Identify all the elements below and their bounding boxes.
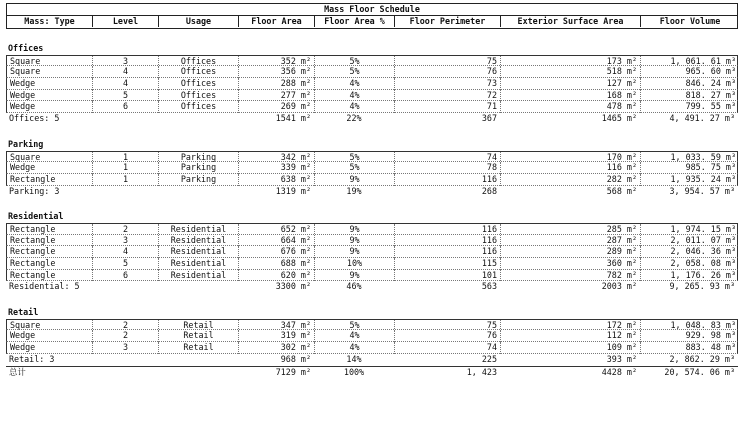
cell-level[interactable]: 3 bbox=[93, 56, 159, 68]
subtotal-floor-perimeter: 268 bbox=[481, 185, 497, 196]
schedule-title-row bbox=[6, 3, 738, 16]
table-row[interactable] bbox=[6, 223, 738, 235]
cell-floor-volume[interactable]: 1, 176. 26 m³ bbox=[670, 269, 736, 280]
cell-floor-perimeter[interactable]: 71 bbox=[395, 101, 501, 113]
cell-floor-perimeter[interactable]: 101 bbox=[395, 270, 501, 282]
cell-mass-type[interactable]: Rectangle bbox=[7, 235, 93, 247]
cell-exterior-surface-area[interactable]: 168 m² bbox=[501, 90, 641, 102]
cell-floor-perimeter[interactable]: 116 bbox=[395, 235, 501, 247]
cell-exterior-surface-area[interactable]: 109 m² bbox=[501, 342, 641, 354]
group-spacer bbox=[6, 29, 738, 43]
table-row[interactable] bbox=[6, 162, 738, 174]
subtotal-floor-area-pct: 14% bbox=[346, 353, 362, 364]
cell-usage[interactable]: Parking bbox=[159, 162, 239, 174]
cell-floor-perimeter[interactable]: 76 bbox=[395, 330, 501, 342]
cell-exterior-surface-area[interactable]: 173 m² bbox=[501, 56, 641, 68]
subtotal-label: Parking: 3 bbox=[9, 185, 60, 196]
grand-total-exterior-surface-area: 4428 m² bbox=[601, 366, 637, 377]
subtotal-floor-area: 1319 m² bbox=[275, 185, 311, 196]
table-row[interactable] bbox=[6, 246, 738, 258]
group-subtotal-row bbox=[6, 281, 738, 293]
column-header-floor-area[interactable]: Floor Area bbox=[239, 16, 315, 27]
column-header-usage[interactable]: Usage bbox=[159, 16, 239, 27]
cell-floor-area-pct[interactable]: 4% bbox=[315, 101, 395, 113]
group-name: Residential bbox=[8, 211, 64, 222]
cell-exterior-surface-area[interactable]: 112 m² bbox=[501, 330, 641, 342]
cell-usage[interactable]: Offices bbox=[159, 66, 239, 78]
cell-floor-area-pct[interactable]: 5% bbox=[315, 66, 395, 78]
cell-level[interactable]: 2 bbox=[93, 320, 159, 332]
subtotal-floor-area-pct: 22% bbox=[346, 113, 362, 124]
table-row[interactable] bbox=[6, 55, 738, 67]
cell-floor-volume[interactable]: 883. 48 m³ bbox=[685, 342, 736, 353]
subtotal-floor-perimeter: 225 bbox=[481, 353, 497, 364]
cell-floor-area[interactable]: 339 m² bbox=[239, 162, 315, 174]
schedule-body bbox=[6, 29, 738, 366]
cell-mass-type[interactable]: Square bbox=[7, 66, 93, 78]
cell-floor-volume[interactable]: 1, 935. 24 m³ bbox=[670, 173, 736, 184]
table-row[interactable] bbox=[6, 235, 738, 247]
cell-floor-perimeter[interactable]: 115 bbox=[395, 258, 501, 270]
cell-mass-type[interactable]: Wedge bbox=[7, 162, 93, 174]
cell-floor-perimeter[interactable]: 72 bbox=[395, 90, 501, 102]
table-row[interactable] bbox=[6, 90, 738, 102]
cell-floor-perimeter[interactable]: 75 bbox=[395, 320, 501, 332]
cell-exterior-surface-area[interactable]: 127 m² bbox=[501, 78, 641, 90]
cell-floor-volume[interactable]: 2, 046. 36 m³ bbox=[670, 246, 736, 257]
cell-usage[interactable]: Residential bbox=[159, 270, 239, 282]
subtotal-label: Offices: 5 bbox=[9, 113, 60, 124]
group-subtotal-row bbox=[6, 354, 738, 366]
mass-floor-schedule bbox=[6, 3, 738, 378]
cell-exterior-surface-area[interactable]: 172 m² bbox=[501, 320, 641, 332]
cell-floor-volume[interactable]: 1, 033. 59 m³ bbox=[670, 151, 736, 162]
cell-floor-volume[interactable]: 985. 75 m³ bbox=[685, 162, 736, 173]
cell-floor-area[interactable]: 676 m² bbox=[239, 246, 315, 258]
column-header-floor-area-pct[interactable]: Floor Area % bbox=[315, 16, 395, 27]
cell-floor-area[interactable]: 688 m² bbox=[239, 258, 315, 270]
cell-level[interactable]: 2 bbox=[93, 224, 159, 236]
subtotal-floor-volume: 9, 265. 93 m³ bbox=[669, 281, 735, 292]
cell-usage[interactable]: Offices bbox=[159, 90, 239, 102]
cell-usage[interactable]: Parking bbox=[159, 174, 239, 186]
cell-floor-volume[interactable]: 1, 048. 83 m³ bbox=[670, 319, 736, 330]
cell-mass-type[interactable]: Rectangle bbox=[7, 270, 93, 282]
cell-floor-area[interactable]: 356 m² bbox=[239, 66, 315, 78]
grand-total-floor-area: 7129 m² bbox=[275, 366, 311, 377]
subtotal-label: Residential: 5 bbox=[9, 281, 80, 292]
cell-floor-area-pct[interactable]: 10% bbox=[315, 258, 395, 270]
cell-floor-volume[interactable]: 2, 058. 08 m³ bbox=[670, 258, 736, 268]
group-name: Parking bbox=[8, 138, 44, 149]
cell-exterior-surface-area[interactable]: 282 m² bbox=[501, 174, 641, 186]
cell-usage[interactable]: Offices bbox=[159, 101, 239, 113]
cell-usage[interactable]: Retail bbox=[159, 330, 239, 342]
table-row[interactable] bbox=[6, 258, 738, 270]
cell-usage[interactable]: Residential bbox=[159, 246, 239, 258]
subtotal-exterior-surface-area: 393 m² bbox=[606, 353, 637, 364]
cell-level[interactable]: 3 bbox=[93, 342, 159, 354]
cell-level[interactable]: 2 bbox=[93, 330, 159, 342]
grand-total-row bbox=[6, 366, 738, 379]
column-header-row bbox=[6, 16, 738, 29]
cell-mass-type[interactable]: Square bbox=[7, 56, 93, 68]
cell-floor-perimeter[interactable]: 116 bbox=[395, 174, 501, 186]
group-name: Offices bbox=[8, 43, 44, 53]
grand-total-label: 总计 bbox=[9, 366, 26, 377]
column-header-level[interactable]: Level bbox=[93, 16, 159, 27]
cell-level[interactable]: 4 bbox=[93, 246, 159, 258]
cell-floor-area[interactable]: 620 m² bbox=[239, 270, 315, 282]
cell-floor-perimeter[interactable]: 76 bbox=[395, 66, 501, 78]
cell-floor-volume[interactable]: 818. 27 m³ bbox=[685, 89, 736, 100]
column-header-floor-volume[interactable]: Floor Volume bbox=[659, 16, 721, 26]
cell-exterior-surface-area[interactable]: 360 m² bbox=[501, 258, 641, 270]
cell-floor-area-pct[interactable]: 4% bbox=[315, 330, 395, 342]
group-subtotal-row bbox=[6, 186, 738, 198]
cell-mass-type[interactable]: Rectangle bbox=[7, 224, 93, 236]
cell-floor-area-pct[interactable]: 9% bbox=[315, 224, 395, 236]
cell-mass-type[interactable]: Wedge bbox=[7, 330, 93, 342]
cell-floor-volume[interactable]: 1, 061. 61 m³ bbox=[670, 55, 736, 66]
cell-mass-type[interactable]: Square bbox=[7, 152, 93, 164]
cell-usage[interactable]: Residential bbox=[159, 258, 239, 270]
cell-floor-area-pct[interactable]: 9% bbox=[315, 246, 395, 258]
column-header-exterior-surface-area[interactable]: Exterior Surface Area bbox=[501, 16, 641, 27]
subtotal-floor-perimeter: 563 bbox=[481, 281, 497, 292]
group-spacer bbox=[6, 197, 738, 211]
cell-level[interactable]: 4 bbox=[93, 66, 159, 78]
group-header-row bbox=[6, 43, 738, 55]
subtotal-label: Retail: 3 bbox=[9, 353, 55, 364]
cell-floor-area-pct[interactable]: 4% bbox=[315, 90, 395, 102]
cell-floor-area-pct[interactable]: 5% bbox=[315, 56, 395, 68]
subtotal-floor-volume: 3, 954. 57 m³ bbox=[669, 185, 735, 196]
cell-usage[interactable]: Parking bbox=[159, 152, 239, 164]
cell-usage[interactable]: Offices bbox=[159, 78, 239, 90]
cell-floor-volume[interactable]: 846. 24 m³ bbox=[685, 78, 736, 89]
cell-floor-volume[interactable]: 929. 98 m³ bbox=[685, 330, 736, 341]
cell-mass-type[interactable]: Square bbox=[7, 320, 93, 332]
group-header-row bbox=[6, 139, 738, 151]
cell-level[interactable]: 6 bbox=[93, 101, 159, 113]
cell-floor-volume[interactable]: 965. 60 m³ bbox=[685, 66, 736, 77]
cell-floor-area-pct[interactable]: 9% bbox=[315, 235, 395, 247]
cell-level[interactable]: 5 bbox=[93, 258, 159, 270]
subtotal-exterior-surface-area: 2003 m² bbox=[601, 281, 637, 292]
cell-level[interactable]: 5 bbox=[93, 90, 159, 102]
cell-floor-area[interactable]: 277 m² bbox=[239, 90, 315, 102]
cell-usage[interactable]: Retail bbox=[159, 320, 239, 332]
cell-level[interactable]: 6 bbox=[93, 270, 159, 282]
cell-level[interactable]: 1 bbox=[93, 162, 159, 174]
cell-usage[interactable]: Residential bbox=[159, 235, 239, 247]
subtotal-floor-area: 3300 m² bbox=[275, 281, 311, 292]
subtotal-floor-area-pct: 19% bbox=[346, 185, 362, 196]
subtotal-floor-area-pct: 46% bbox=[346, 281, 362, 292]
column-header-floor-perimeter[interactable]: Floor Perimeter bbox=[395, 16, 501, 27]
cell-floor-area[interactable]: 652 m² bbox=[239, 224, 315, 236]
subtotal-floor-volume: 2, 862. 29 m³ bbox=[669, 353, 735, 364]
cell-exterior-surface-area[interactable]: 478 m² bbox=[501, 101, 641, 113]
table-row[interactable] bbox=[6, 319, 738, 331]
cell-floor-volume[interactable]: 2, 011. 07 m³ bbox=[670, 234, 736, 245]
column-header-mass-type[interactable]: Mass: Type bbox=[7, 16, 93, 27]
table-row[interactable] bbox=[6, 151, 738, 163]
group-spacer bbox=[6, 125, 738, 139]
schedule-title: Mass Floor Schedule bbox=[324, 4, 420, 14]
cell-floor-area[interactable]: 319 m² bbox=[239, 330, 315, 342]
cell-exterior-surface-area[interactable]: 170 m² bbox=[501, 152, 641, 164]
group-name: Retail bbox=[8, 307, 39, 318]
cell-exterior-surface-area[interactable]: 518 m² bbox=[501, 66, 641, 78]
cell-exterior-surface-area[interactable]: 287 m² bbox=[501, 235, 641, 247]
cell-floor-perimeter[interactable]: 75 bbox=[395, 56, 501, 68]
subtotal-exterior-surface-area: 568 m² bbox=[606, 185, 637, 196]
cell-floor-perimeter[interactable]: 116 bbox=[395, 246, 501, 258]
cell-floor-area[interactable]: 288 m² bbox=[239, 78, 315, 90]
cell-level[interactable]: 4 bbox=[93, 78, 159, 90]
cell-floor-area[interactable]: 342 m² bbox=[239, 152, 315, 164]
table-row[interactable] bbox=[6, 78, 738, 90]
group-header-row bbox=[6, 211, 738, 223]
cell-floor-area-pct[interactable]: 5% bbox=[315, 152, 395, 164]
cell-floor-perimeter[interactable]: 73 bbox=[395, 78, 501, 90]
subtotal-floor-area: 968 m² bbox=[280, 353, 311, 364]
cell-exterior-surface-area[interactable]: 289 m² bbox=[501, 246, 641, 258]
cell-mass-type[interactable]: Wedge bbox=[7, 90, 93, 102]
cell-floor-area-pct[interactable]: 9% bbox=[315, 270, 395, 282]
group-subtotal-row bbox=[6, 113, 738, 125]
cell-floor-volume[interactable]: 1, 974. 15 m³ bbox=[670, 223, 736, 234]
grand-total-floor-perimeter: 1, 423 bbox=[466, 366, 497, 377]
cell-usage[interactable]: Residential bbox=[159, 224, 239, 236]
table-row[interactable] bbox=[6, 66, 738, 78]
grand-total-floor-volume: 20, 574. 06 m³ bbox=[664, 366, 735, 377]
cell-mass-type[interactable]: Rectangle bbox=[7, 246, 93, 258]
cell-exterior-surface-area[interactable]: 116 m² bbox=[501, 162, 641, 174]
table-row[interactable] bbox=[6, 342, 738, 354]
subtotal-floor-volume: 4, 491. 27 m³ bbox=[669, 113, 735, 124]
subtotal-exterior-surface-area: 1465 m² bbox=[601, 113, 637, 124]
cell-floor-perimeter[interactable]: 74 bbox=[395, 152, 501, 164]
cell-usage[interactable]: Retail bbox=[159, 342, 239, 354]
cell-mass-type[interactable]: Wedge bbox=[7, 342, 93, 354]
cell-mass-type[interactable]: Wedge bbox=[7, 78, 93, 90]
cell-exterior-surface-area[interactable]: 782 m² bbox=[501, 270, 641, 282]
table-row[interactable] bbox=[6, 270, 738, 282]
cell-floor-area-pct[interactable]: 4% bbox=[315, 78, 395, 90]
cell-floor-area[interactable]: 269 m² bbox=[239, 101, 315, 113]
subtotal-floor-perimeter: 367 bbox=[481, 113, 497, 124]
cell-usage[interactable]: Offices bbox=[159, 56, 239, 68]
cell-floor-area-pct[interactable]: 5% bbox=[315, 162, 395, 174]
cell-exterior-surface-area[interactable]: 285 m² bbox=[501, 224, 641, 236]
cell-floor-perimeter[interactable]: 116 bbox=[395, 224, 501, 236]
table-row[interactable] bbox=[6, 174, 738, 186]
cell-mass-type[interactable]: Rectangle bbox=[7, 258, 93, 270]
cell-floor-area-pct[interactable]: 5% bbox=[315, 320, 395, 332]
group-spacer bbox=[6, 293, 738, 307]
cell-floor-area[interactable]: 347 m² bbox=[239, 320, 315, 332]
cell-floor-perimeter[interactable]: 78 bbox=[395, 162, 501, 174]
cell-floor-area[interactable]: 664 m² bbox=[239, 235, 315, 247]
cell-floor-area[interactable]: 302 m² bbox=[239, 342, 315, 354]
cell-floor-area-pct[interactable]: 4% bbox=[315, 342, 395, 354]
cell-level[interactable]: 3 bbox=[93, 235, 159, 247]
cell-floor-volume[interactable]: 799. 55 m³ bbox=[685, 101, 736, 112]
cell-level[interactable]: 1 bbox=[93, 152, 159, 164]
cell-floor-area-pct[interactable]: 9% bbox=[315, 174, 395, 186]
cell-floor-area[interactable]: 638 m² bbox=[239, 174, 315, 186]
cell-mass-type[interactable]: Wedge bbox=[7, 101, 93, 113]
grand-total-floor-area-pct: 100% bbox=[343, 366, 365, 377]
cell-floor-area[interactable]: 352 m² bbox=[239, 56, 315, 68]
subtotal-floor-area: 1541 m² bbox=[275, 113, 311, 124]
table-row[interactable] bbox=[6, 330, 738, 342]
group-header-row bbox=[6, 307, 738, 319]
table-row[interactable] bbox=[6, 101, 738, 113]
cell-mass-type[interactable]: Rectangle bbox=[7, 174, 93, 186]
cell-level[interactable]: 1 bbox=[93, 174, 159, 186]
cell-floor-perimeter[interactable]: 74 bbox=[395, 342, 501, 354]
